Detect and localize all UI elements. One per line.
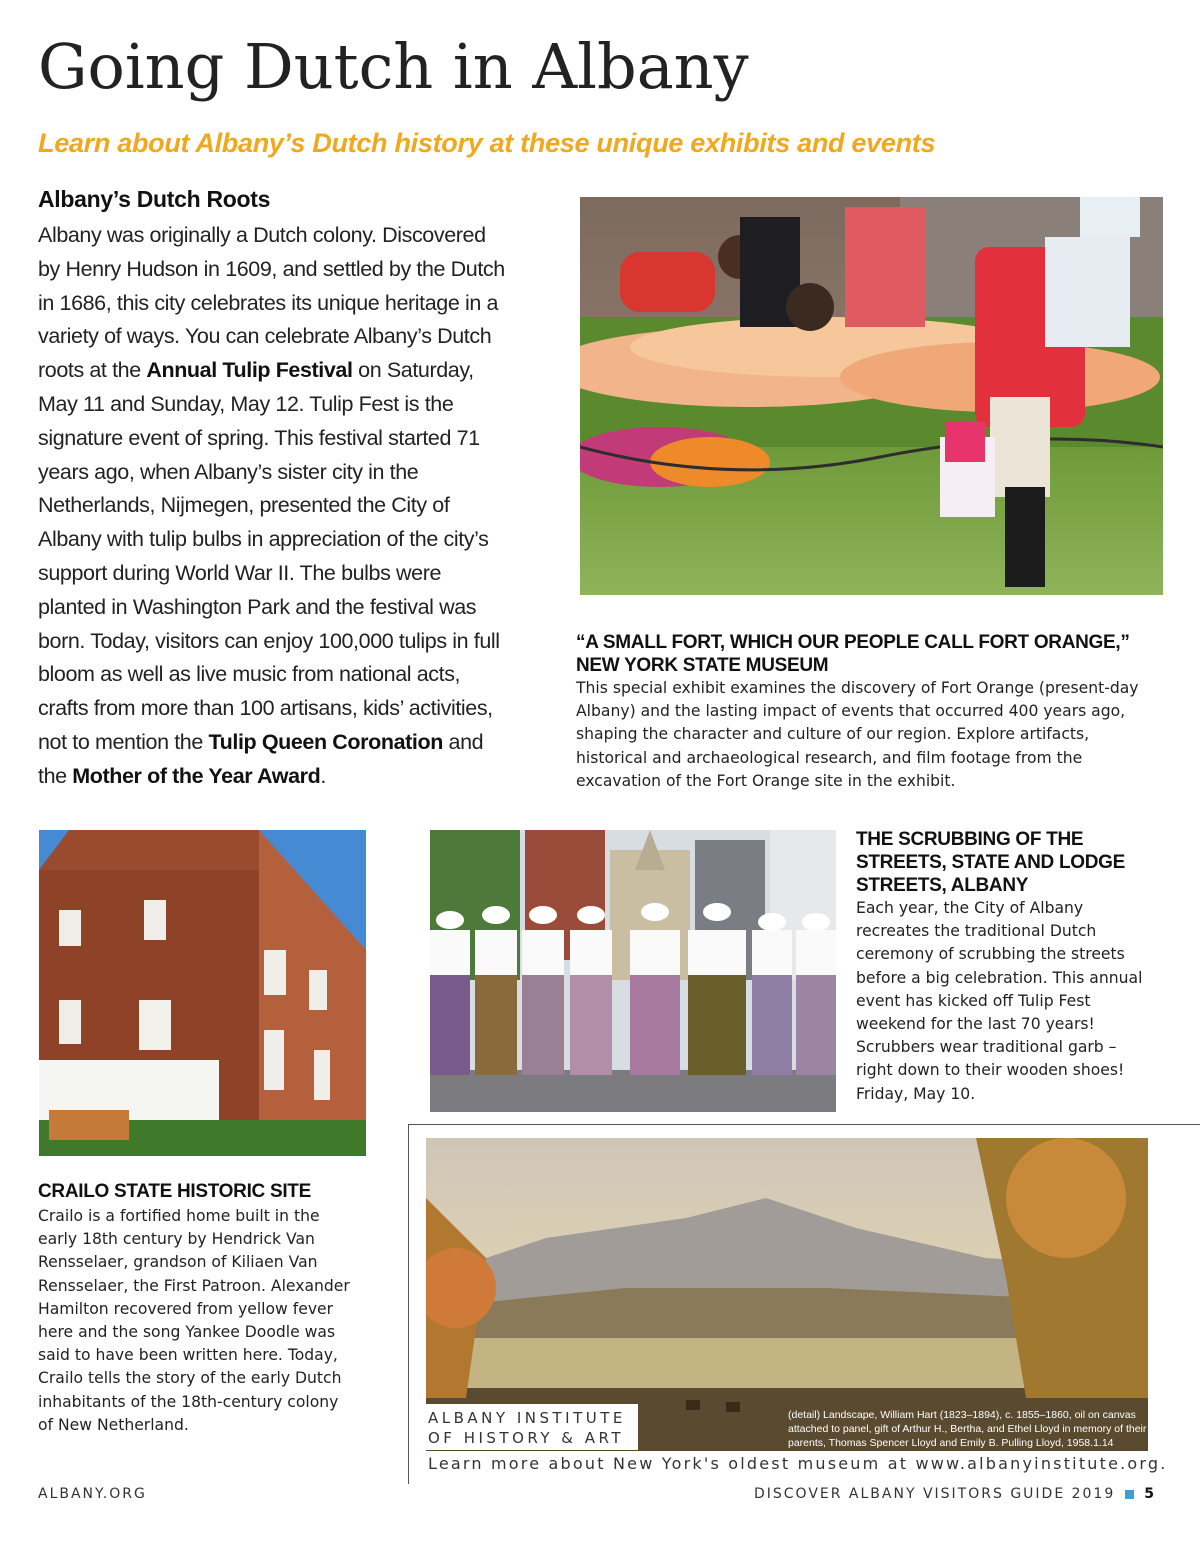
intro-text-2: on Saturday, May 11 and Sunday, May 12. Tulip Fest is the signature event of spring. This festival started 71 years ago, when Albany’s sister city in the Netherlands, Nijmegen, presented the City of Albany with tulip bulbs in appreciation of the city’s support during World War II. The bulbs were planted in Washington Park and the festival was born. Today, visitors can enjoy 100,000 tulips in full bloom as well as live music from national acts, crafts from more than 100 artisans, kids’ activities, not to mention the (38, 358, 500, 754)
street-scrubbers-photo (430, 830, 836, 1112)
crailo-body: Crailo is a fortified home built in the early 18th century by Hendrick Van Rensselaer, grandson of Kiliaen Van Rensselaer, the First Patroon. Alexander Hamilton recovered from yellow fever here and the song Yankee Doodle was said to have been written here. Today, Crailo tells the story of the early Dutch inhabitants of the 18th-century colony of New Netherland. (38, 1207, 350, 1434)
page-subtitle: Learn about Albany’s Dutch history at these unique exhibits and events (38, 128, 936, 158)
intro-bold-tulip-queen: Tulip Queen Coronation (208, 729, 443, 754)
intro-bold-tulip-festival: Annual Tulip Festival (146, 358, 353, 383)
painting-caption: (detail) Landscape, William Hart (1823–1894), c. 1855–1860, oil on canvas attached to panel, gift of Arthur H., Bertha, and Ethel Lloyd in memory of their parents, Thomas Spencer Lloyd and Emily B. Pulling Lloyd, 1958.1.14 (788, 1409, 1147, 1449)
footer-website[interactable]: ALBANY.ORG (38, 1486, 147, 1502)
intro-paragraph (38, 219, 508, 794)
page-title: Going Dutch in Albany (38, 30, 749, 103)
ad-learn-more[interactable]: Learn more about New York's oldest museum at www.albanyinstitute.org. (428, 1454, 1168, 1473)
crailo-house-photo (39, 830, 366, 1156)
footer-guide-title: DISCOVER ALBANY VISITORS GUIDE 2019 (753, 1486, 1116, 1502)
fort-orange-heading-2: NEW YORK STATE MUSEUM (576, 655, 829, 676)
intro-text-3: and the (38, 729, 484, 788)
logo-line-1: ALBANY INSTITUTE (428, 1409, 626, 1427)
fort-orange-heading-1: “A SMALL FORT, WHICH OUR PEOPLE CALL FORT ORANGE,” (576, 632, 1130, 653)
intro-text-4: . (320, 763, 326, 788)
footer-guide (754, 1486, 1156, 1502)
tulip-festival-photo (580, 197, 1163, 595)
intro-bold-mother-award: Mother of the Year Award (72, 763, 321, 788)
crailo-section (38, 1180, 358, 1437)
square-bullet-icon (1125, 1490, 1134, 1499)
albany-institute-logo (428, 1408, 626, 1448)
intro-text-1: Albany was originally a Dutch colony. Discovered by Henry Hudson in 1609, and settled by the Dutch in 1686, this city celebrates its unique heritage in a variety of ways. You can celebrate Albany’s Dutch roots at the (38, 223, 505, 383)
intro-heading: Albany’s Dutch Roots (38, 186, 271, 212)
scrubbing-section (856, 828, 1156, 1106)
crailo-heading: CRAILO STATE HISTORIC SITE (38, 1181, 311, 1202)
scrubbing-heading: THE SCRUBBING OF THE STREETS, STATE AND LODGE STREETS, ALBANY (856, 829, 1126, 896)
logo-line-2: OF HISTORY & ART (428, 1429, 625, 1447)
scrubbing-body: Each year, the City of Albany recreates the traditional Dutch ceremony of scrubbing the streets before a big celebration. This annual event has kicked off Tulip Fest weekend for the last 70 years! Scrubbers wear traditional garb – right down to their wooden shoes! Friday, May 10. (856, 899, 1143, 1103)
page-number: 5 (1144, 1486, 1156, 1502)
intro-section (38, 186, 508, 794)
fort-orange-body: This special exhibit examines the discovery of Fort Orange (present-day Albany) and the lasting impact of events that occurred 400 years ago, shaping the character and culture of our region. Explore artifacts, historical and archaeological research, and film footage from the excavation of the Fort Orange site in the exhibit. (576, 679, 1139, 790)
fort-orange-section (576, 631, 1156, 793)
